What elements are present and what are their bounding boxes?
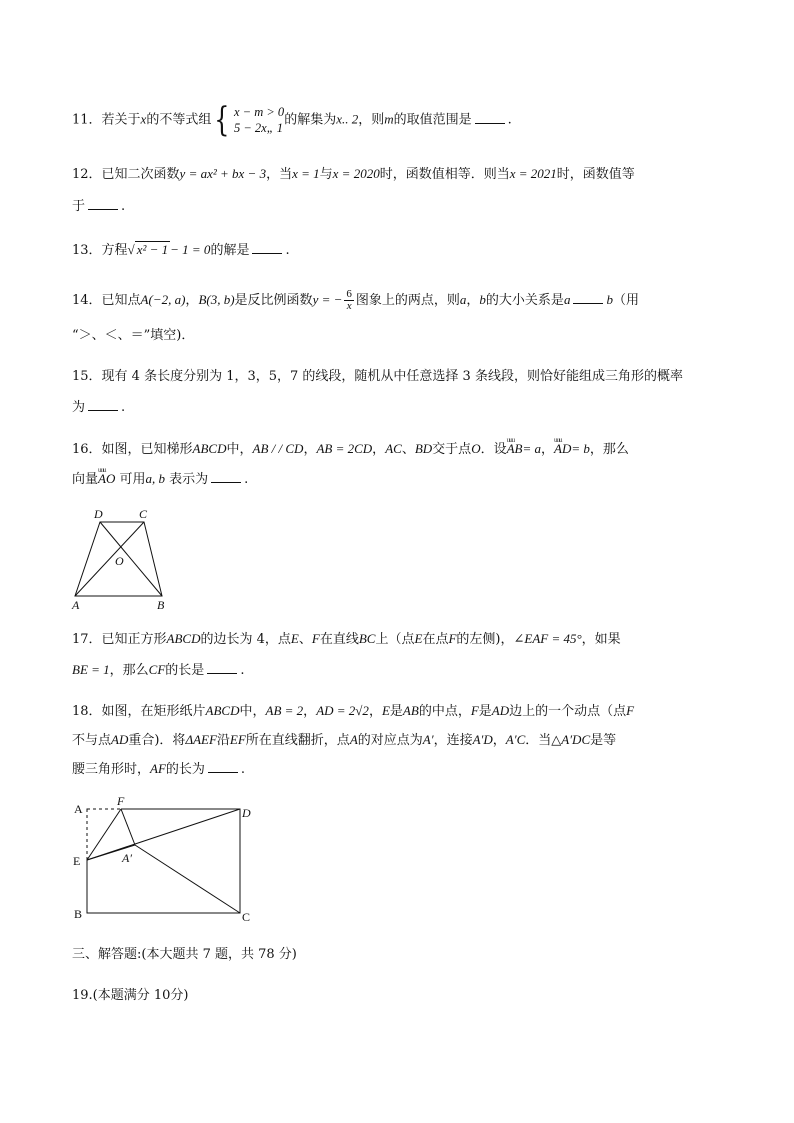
q11-text-tail2: ，则 [358, 112, 385, 128]
q12-text-2: 与 [319, 167, 333, 182]
q18-ad2: AD [491, 703, 510, 718]
question-15-line-1 [72, 368, 683, 386]
q18-ab2: AB [402, 703, 419, 718]
q17-f2: F [448, 631, 457, 646]
q18-a: A [349, 732, 358, 747]
q18-e: E [381, 703, 390, 718]
question-19-text: 19.(本题满分 10分) [72, 988, 189, 1003]
answer-blank [211, 470, 241, 483]
q16-abcd: ABCD [192, 441, 227, 456]
question-19-heading [72, 987, 189, 1005]
q15-line1: 15．现有 4 条长度分别为 1，3，5，7 的线段，随机从中任意选择 3 条线段，则恰好能组成三角形的概率 [72, 369, 683, 384]
q14-y-eq: y = − [312, 292, 343, 307]
label-d: D [94, 507, 103, 521]
q18-l2a: 不与点 [72, 733, 112, 748]
q16-eq1: = a [522, 441, 542, 456]
q12-text-lead: 12．已知二次函数 [72, 167, 180, 182]
q17-t2: 、 [298, 632, 312, 647]
q11-solution: x.. 2 [336, 111, 359, 127]
rectangle-fold-figure [66, 793, 266, 928]
var-b-2: b [606, 292, 613, 307]
trapezoid-figure [62, 505, 182, 615]
label-a-prime: A′ [122, 851, 132, 865]
q17-e: E [290, 631, 299, 646]
q16-t3: ， [372, 442, 386, 457]
var-b: b [479, 292, 486, 307]
question-14-line-1 [72, 289, 639, 312]
q18-l3a: 腰三角形时， [72, 762, 151, 777]
q18-af: AF [150, 761, 166, 776]
answer-blank [207, 661, 237, 674]
q18-l3b: 的长为 [165, 762, 205, 777]
q17-abcd: ABCD [166, 631, 201, 646]
q18-ad: AD = 2√2 [316, 703, 369, 718]
q16-t2: ， [303, 442, 317, 457]
q18-l2g: ， [492, 733, 506, 748]
q12-text-3: 时，函数值相等．则当 [379, 167, 510, 182]
answer-blank [252, 241, 282, 254]
q17-t9: 的长是 [165, 663, 205, 678]
segment-ef [87, 809, 121, 860]
q18-end: . [240, 762, 246, 777]
q14-line2: “＞、＜、＝”填空)． [72, 328, 195, 343]
answer-blank [88, 398, 118, 411]
q16-line2a: 向量 [72, 472, 99, 487]
q17-t8: ，那么 [109, 663, 149, 678]
q16-t7: ， [541, 442, 555, 457]
q15-line2: 为 [72, 400, 86, 415]
q18-apc: A′C [505, 732, 526, 747]
q11-text-mid: 的不等式组 [146, 112, 212, 128]
segment-ed [87, 809, 240, 860]
inequality-row-1: x − m > 0 [233, 105, 285, 119]
label-a: A [74, 802, 83, 816]
q17-t5: 在点 [422, 632, 449, 647]
segment-a-prime-c [135, 845, 240, 913]
q18-ef: EF [229, 732, 246, 747]
q12-function: y = ax² + bx − 3 [179, 166, 267, 181]
fraction [344, 289, 354, 312]
q11-text-tail3: 的取值范围是 [393, 112, 472, 128]
label-e: E [73, 854, 81, 868]
label-o: O [115, 554, 124, 568]
q13-tail: 的解是 [210, 243, 250, 258]
q16-eq2: = b [571, 441, 590, 456]
label-b: B [157, 598, 165, 612]
q16-o: O [471, 441, 481, 456]
q11-text-tail1: 的解集为 [284, 112, 337, 128]
q15-end: . [121, 400, 126, 415]
q18-t6: 是 [478, 704, 492, 719]
q16-t5: 交于点 [432, 442, 472, 457]
vector-ad: uuu AD [554, 440, 571, 458]
question-17-line-2 [72, 661, 244, 680]
q14-text-2: 图象上的两点，则 [355, 293, 460, 308]
fraction-numerator: 6 [346, 288, 352, 300]
q17-t4: 上（点 [375, 632, 415, 647]
q17-bc: BC [358, 631, 376, 646]
q16-end: . [244, 472, 249, 487]
point-a: A(−2, a) [140, 292, 186, 307]
question-16-line-2 [72, 470, 248, 489]
q18-t1: 中， [239, 704, 266, 719]
answer-blank [475, 111, 505, 124]
question-13 [72, 241, 290, 260]
q18-t5: 的中点， [418, 704, 471, 719]
point-b: B(3, b) [198, 292, 235, 307]
rectangle-outline [87, 809, 240, 913]
q18-l2i: 是等 [590, 733, 617, 748]
q18-t4: 是 [389, 704, 403, 719]
q14-text-4: 的大小关系是 [485, 293, 564, 308]
q12-end: . [121, 199, 126, 214]
q18-apd: A′D [472, 732, 493, 747]
q12-x1: x = 1 [292, 166, 320, 181]
q18-f2: F [626, 703, 635, 718]
q16-t8: ，那么 [589, 442, 629, 457]
q11-var-x: x [140, 111, 147, 127]
q18-abcd: ABCD [205, 703, 240, 718]
q13-after: − 1 = 0 [170, 242, 211, 257]
radicand: x² − 1 [136, 242, 169, 257]
q14-comma: ， [185, 293, 199, 308]
q17-e2: E [414, 631, 423, 646]
q14-text-5: （用 [612, 293, 639, 308]
brace-glyph: { [214, 100, 230, 140]
q16-line2c: 表示为 [169, 472, 209, 487]
q11-end: . [507, 112, 512, 128]
question-18-line-3 [72, 760, 245, 779]
q18-t7: 边上的一个动点（点 [509, 704, 627, 719]
question-17-line-1 [72, 630, 621, 649]
label-a: A [72, 598, 80, 612]
q18-tri: ΔAEF [185, 732, 217, 747]
q18-apdc: A′DC [561, 732, 591, 747]
q12-x2: x = 2020 [332, 166, 380, 181]
q16-line2b: 可用 [119, 472, 146, 487]
radical: √ x² − 1 [127, 242, 169, 257]
var-a-2: a [563, 292, 571, 307]
q16-eq: AB = 2CD [316, 441, 373, 456]
inequality-system [211, 100, 285, 140]
answer-blank [88, 197, 118, 210]
q13-text-lead: 13．方程 [72, 243, 128, 258]
label-c: C [242, 910, 251, 924]
q16-parallel: AB / / CD [252, 441, 304, 456]
q17-end: . [240, 663, 245, 678]
question-14-line-2 [72, 327, 194, 345]
q13-end: . [285, 243, 290, 258]
question-16-line-1 [72, 440, 629, 459]
q12-text-1: ，当 [266, 167, 293, 182]
label-d: D [242, 806, 251, 820]
q17-angle: ∠EAF = 45° [513, 631, 582, 646]
question-15-line-2 [72, 398, 125, 417]
q12-line2: 于 [72, 199, 86, 214]
q16-t4: 、 [401, 442, 415, 457]
question-11 [72, 100, 512, 140]
q17-cf: CF [148, 662, 166, 677]
q14-text-3: ， [466, 293, 480, 308]
q16-bd: BD [414, 441, 433, 456]
q17-t6: 的左侧)， [456, 632, 514, 647]
q17-t3: 在直线 [319, 632, 359, 647]
q18-l2b: 重合)．将 [128, 733, 186, 748]
q18-l2e: 的对应点为 [357, 733, 423, 748]
section-3-heading [72, 946, 297, 964]
q11-var-m: m [384, 111, 394, 127]
q17-t1: 的边长为 4，点 [200, 632, 291, 647]
inequality-row-2: 5 − 2x„ 1 [233, 121, 284, 135]
q16-lead: 16．如图，已知梯形 [72, 442, 193, 457]
q18-ap: A′ [422, 732, 434, 747]
label-c: C [139, 507, 148, 521]
q18-f: F [470, 703, 479, 718]
q17-be: BE = 1 [72, 662, 110, 677]
q18-t2: ， [303, 704, 317, 719]
answer-blank [573, 291, 603, 304]
q12-text-4: 时，函数值等 [556, 167, 635, 182]
q18-l2c: 沿 [216, 733, 230, 748]
section-3-text: 三、解答题:(本大题共 7 题，共 78 分) [72, 947, 297, 962]
q18-lead: 18．如图，在矩形纸片 [72, 704, 206, 719]
q11-text-lead: 11．若关于 [72, 112, 141, 128]
segment-fa-prime [121, 809, 135, 845]
q14-text-lead: 14．已知点 [72, 293, 141, 308]
answer-blank [208, 760, 238, 773]
q14-text-1: 是反比例函数 [234, 293, 313, 308]
var-a: a [459, 292, 467, 307]
q18-t3: ， [368, 704, 382, 719]
q18-ad3: AD [111, 732, 129, 747]
q12-x3: x = 2021 [509, 166, 557, 181]
q16-ac: AC [385, 441, 402, 456]
q18-l2h: ．当△ [525, 733, 562, 748]
q17-f: F [311, 631, 320, 646]
q16-t1: 中， [226, 442, 253, 457]
q16-t6: ．设 [480, 442, 507, 457]
q16-ab: a, b [145, 471, 166, 486]
label-b: B [74, 907, 83, 921]
question-12-line-1 [72, 165, 635, 184]
question-18-line-1 [72, 702, 634, 721]
label-f: F [117, 794, 125, 808]
question-18-line-2 [72, 731, 616, 750]
fraction-denominator: x [346, 300, 352, 312]
q17-t7: ，如果 [581, 632, 621, 647]
q18-l2f: ，连接 [433, 733, 473, 748]
question-12-line-2 [72, 197, 125, 216]
q17-lead: 17．已知正方形 [72, 632, 167, 647]
q18-l2d: 所在直线翻折，点 [245, 733, 350, 748]
q18-ab: AB = 2 [265, 703, 304, 718]
vector-ao: uuu AO [98, 470, 115, 488]
vector-ab: uuu AB [507, 440, 523, 458]
